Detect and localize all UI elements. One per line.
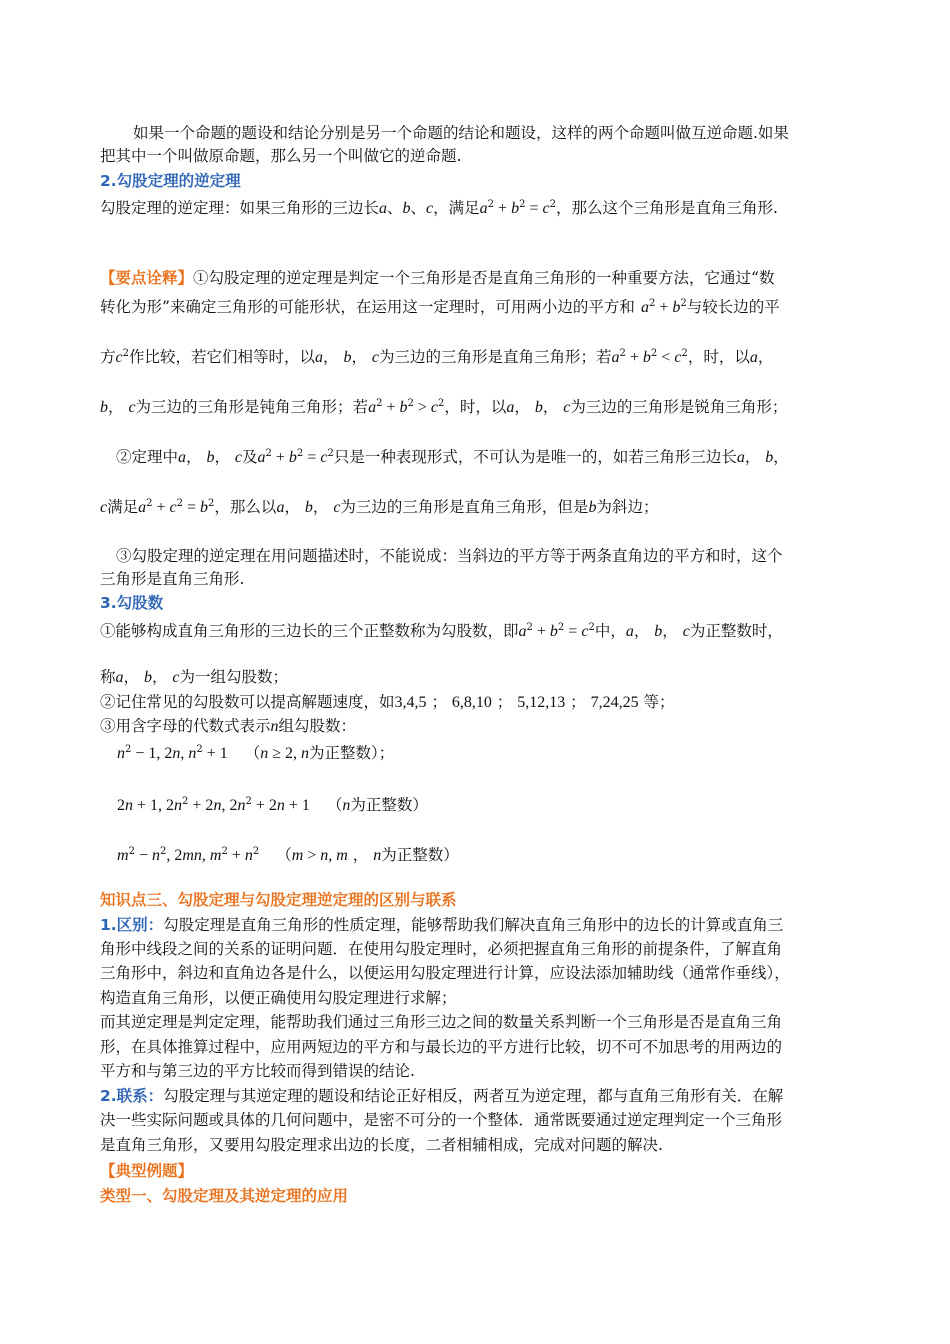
connection-line-2: 决一些实际问题或具体的几何问题中，是密不可分的一个整体．通常既要通过逆定理判定一个三角形 [100,1111,783,1129]
s3-line-4: ③用含字母的代数式表示n组勾股数： [100,717,357,735]
notes-p2-line-1: ②定理中a， b， c及$a^2 + b^2 = c^2$只是一种表现形式，不可认为是唯一的，如若三角形三边长a， b， [116,448,789,466]
difference-line-6: 形，在具体推算过程中，应用两短边的平方和与最长边的平方进行比较，切不可不加思考的用两边的 [100,1038,783,1056]
notes-tag: 【要点诠释】 [100,269,194,287]
intro-line-2: 把其中一个叫做原命题，那么另一个叫做它的逆命题. [100,147,462,165]
formula-1: $n^2 - 1$, 2n, $n^2 + 1$ （n ≥ 2, n为正整数）； [117,744,395,762]
converse-theorem-statement: 勾股定理的逆定理：如果三角形的三边长a、b、c，满足$a^2 + b^2 = c^2$，那么这个三角形是直角三角形. [100,199,778,217]
formula-3: $m^2 - n^2$, 2mn, $m^2 + n^2$ （m > n, m ， n为正整数） [117,846,459,864]
s3-line-1: ①能够构成直角三角形的三边长的三个正整数称为勾股数，即$a^2 + b^2 = c^2$中，a， b， c为正整数时， [100,622,783,640]
notes-p1-line-1: 【要点诠释】①勾股定理的逆定理是判定一个三角形是否是直角三角形的一种重要方法，它通过“数 [100,269,775,287]
difference-line-2: 角形中线段之间的关系的证明问题．在使用勾股定理时，必须把握直角三角形的前提条件，了解直角 [100,940,783,958]
knowledge-point-3-heading: 知识点三、勾股定理与勾股定理逆定理的区别与联系 [100,891,457,909]
difference-line-1: 1.区别：勾股定理是直角三角形的性质定理，能够帮助我们解决直角三角形中的边长的计算或直角三 [100,916,784,934]
connection-line-3: 是直角三角形，又要用勾股定理求出边的长度，二者相辅相成，完成对问题的解决. [100,1136,663,1154]
difference-line-7: 平方和与第三边的平方比较而得到错误的结论. [100,1062,415,1080]
difference-line-5: 而其逆定理是判定定理，能帮助我们通过三角形三边之间的数量关系判断一个三角形是否是直角三角 [100,1013,783,1031]
difference-label: 1.区别： [100,916,164,934]
notes-p1-line-4: b， c为三边的三角形是钝角三角形；若$a^2 + b^2 > c^2$，时，以a， b， c为三边的三角形是锐角三角形； [100,398,788,416]
notes-p3-line-2: 三角形是直角三角形. [100,570,245,588]
section-3-heading: 3.勾股数 [100,594,164,612]
formula-2: 2n + 1, $2n^2 + 2n$, $2n^2 + 2n + 1$ （n为正整数） [117,796,428,814]
connection-line-1: 2.联系：勾股定理与其逆定理的题设和结论正好相反，两者互为逆定理，都与直角三角形有关．在解 [100,1087,784,1105]
difference-line-4: 构造直角三角形，以便正确使用勾股定理进行求解； [100,989,457,1007]
notes-p1-line-2: 转化为形”来确定三角形的可能形状，在运用这一定理时，可用两小边的平方和 $a^2 + b^2$与较长边的平 [100,298,780,316]
section-2-heading: 2.勾股定理的逆定理 [100,172,241,190]
notes-p3-line-1: ③勾股定理的逆定理在用问题描述时，不能说成：当斜边的平方等于两条直角边的平方和时，这个 [116,547,783,565]
example-type-1-heading: 类型一、勾股定理及其逆定理的应用 [100,1187,349,1205]
notes-p2-line-2: c满足$a^2 + c^2 = b^2$，那么以a， b， c为三边的三角形是直角三角形，但是b为斜边； [100,498,659,516]
notes-p1-line-3: 方$c^2$作比较，若它们相等时，以a， b， c为三边的三角形是直角三角形；若$a^2 + b^2 < c^2$，时，以a， [100,348,774,366]
examples-tag: 【典型例题】 [100,1161,194,1180]
connection-label: 2.联系： [100,1087,164,1105]
s3-line-3: ②记住常见的勾股数可以提高解题速度，如3,4,5 ； 6,8,10 ； 5,12,13 ； 7,24,25 等； [100,693,675,711]
difference-line-3: 三角形中，斜边和直角边各是什么，以便运用勾股定理进行计算，应设法添加辅助线（通常作垂线）， [100,964,790,982]
intro-line-1: 如果一个命题的题设和结论分别是另一个命题的结论和题设，这样的两个命题叫做互逆命题.如果 [133,124,789,142]
s3-line-2: 称a， b， c为一组勾股数； [100,668,289,686]
